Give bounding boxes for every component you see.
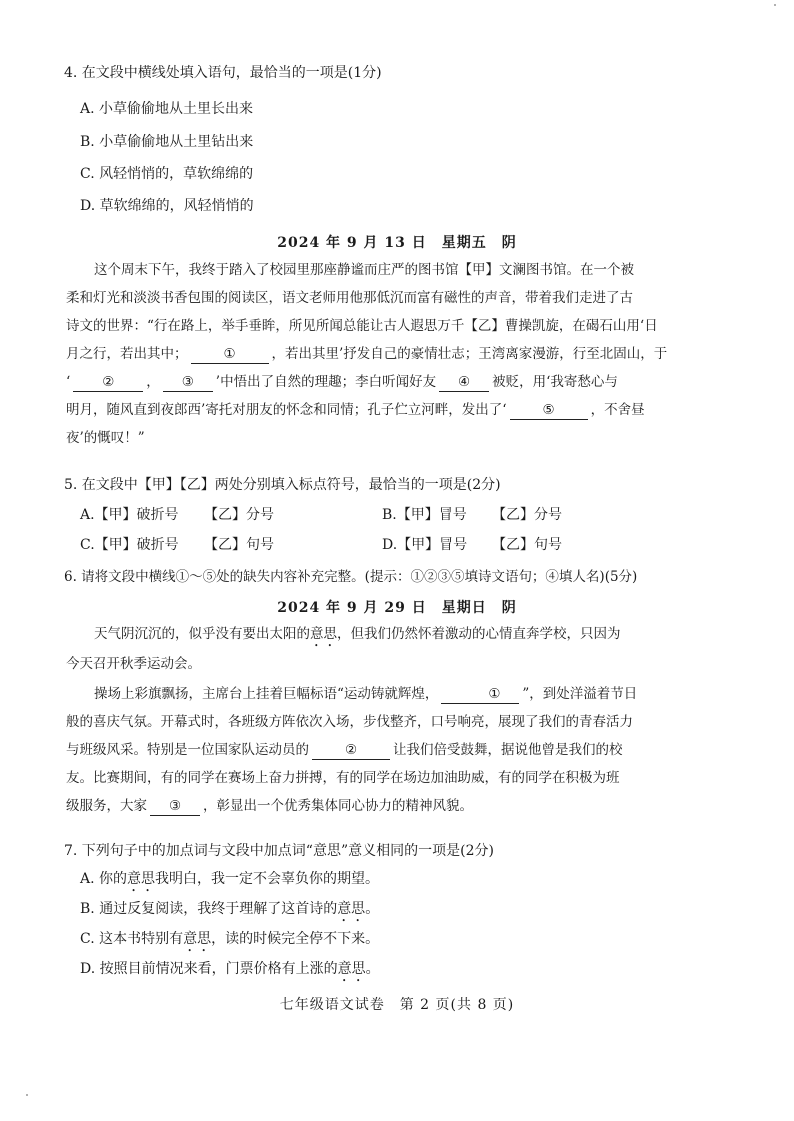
diary1-paragraph <box>66 256 726 452</box>
diary2-paragraph-2: 操场上彩旗飘扬，主席台上挂着巨幅标语“运动铸就辉煌， ① ”，到处洋溢着节日 般的喜庆气氛。开幕式时，各班级方阵依次入场，步伐整齐，口号响亮，展现了我们的青春活力 与班级风采。特别是一位国家队运动员的 ② 让我们倍受鼓舞，据说他曾是我们的校 友。比赛期间，有的同学在赛场上奋力拼搏，有的同学在场边加油助威，有的同学在积极为班 级服务，大家 ③ ，彰显出一个优秀集体同心协力的精神风貌。 <box>66 686 638 814</box>
q4-option-d: D. 草软绵绵的，风轻悄悄的 <box>80 198 254 214</box>
blank-4: ④ <box>439 373 489 392</box>
blank-2: ② <box>73 373 143 392</box>
q5-option-b-2: 【乙】分号 <box>492 507 562 523</box>
diary2-heading: 2024 年 9 月 29 日 星期日 阴 <box>277 600 517 616</box>
q5-option-c-1: C.【甲】破折号 <box>80 537 179 553</box>
q5-option-b-1: B.【甲】冒号 <box>382 507 467 523</box>
page-footer: 七年级语文试卷 第 2 页(共 8 页) <box>279 997 515 1013</box>
d2-blank-2: ② <box>312 741 390 760</box>
d2-blank-1: ① <box>441 685 519 704</box>
blank-1: ① <box>191 345 269 364</box>
emphasis-word: 意思 <box>310 626 337 642</box>
q7-option-c: C. 这本书特别有意思，读的时候完全停不下来。 <box>80 931 380 947</box>
q4-option-a: A. 小草偷偷地从土里长出来 <box>80 101 254 117</box>
q4-option-b: B. 小草偷偷地从土里钻出来 <box>80 134 254 150</box>
scan-speck <box>774 4 776 6</box>
q5-option-d-1: D.【甲】冒号 <box>382 537 468 553</box>
diary1-line-5: ‘ ② ， ③ ’中悟出了自然的理趣；李白听闻好友 ④ 被贬，用‘我寄愁心与 <box>66 374 618 390</box>
q7-stem: 7. 下列句子中的加点词与文段中加点词“意思”意义相同的一项是(2分) <box>64 843 494 859</box>
diary1-line-7: 夜’的慨叹！” <box>66 430 145 446</box>
q5-option-d-2: 【乙】句号 <box>492 537 562 553</box>
q7-option-a: A. 你的意思我明白，我一定不会辜负你的期望。 <box>80 871 380 887</box>
q5-option-a-1: A.【甲】破折号 <box>80 507 179 523</box>
q4-option-c: C. 风轻悄悄的，草软绵绵的 <box>80 166 254 182</box>
diary1-heading: 2024 年 9 月 13 日 星期五 阴 <box>277 235 517 251</box>
diary1-line-4: 月之行，若出其中； ① ，若出其里’抒发自己的豪情壮志；王湾离家漫游，行至北固山，于 <box>66 346 668 362</box>
q7-option-b: B. 通过反复阅读，我终于理解了这首诗的意思。 <box>80 901 380 917</box>
scan-speck <box>26 1094 28 1096</box>
q5-stem: 5. 在文段中【甲】【乙】两处分别填入标点符号，最恰当的一项是(2分) <box>64 477 501 493</box>
diary1-line-1: 这个周末下午，我终于踏入了校园里那座静谧而庄严的图书馆【甲】文澜图书馆。在一个被 <box>94 262 634 278</box>
diary1-line-3: 诗文的世界：“行在路上，举手垂眸，所见所闻总能让古人遐思万千【乙】曹操凯旋，在碣石山用‘日 <box>66 318 658 334</box>
diary2-paragraph-1: 天气阴沉沉的，似乎没有要出太阳的意思，但我们仍然怀着激动的心情直奔学校，只因为 今天召开秋季运动会。 <box>66 626 621 672</box>
q5-option-c-2: 【乙】句号 <box>204 537 274 553</box>
d2-blank-3: ③ <box>150 797 200 816</box>
q4-stem: 4. 在文段中横线处填入语句，最恰当的一项是(1分) <box>64 65 382 81</box>
blank-3: ③ <box>163 373 213 392</box>
diary1-line-6: 明月，随风直到夜郎西’寄托对朋友的怀念和同情；孔子伫立河畔，发出了‘ ⑤ ，不舍昼 <box>66 402 645 418</box>
q5-option-a-2: 【乙】分号 <box>204 507 274 523</box>
q6-stem: 6. 请将文段中横线①～⑤处的缺失内容补充完整。(提示：①②③⑤填诗文语句；④填人名)(5分) <box>64 569 638 585</box>
blank-5: ⑤ <box>510 401 588 420</box>
diary1-line-2: 柔和灯光和淡淡书香包围的阅读区，语文老师用他那低沉而富有磁性的声音，带着我们走进了古 <box>66 290 633 306</box>
q7-option-d: D. 按照目前情况来看，门票价格有上涨的意思。 <box>80 961 380 977</box>
